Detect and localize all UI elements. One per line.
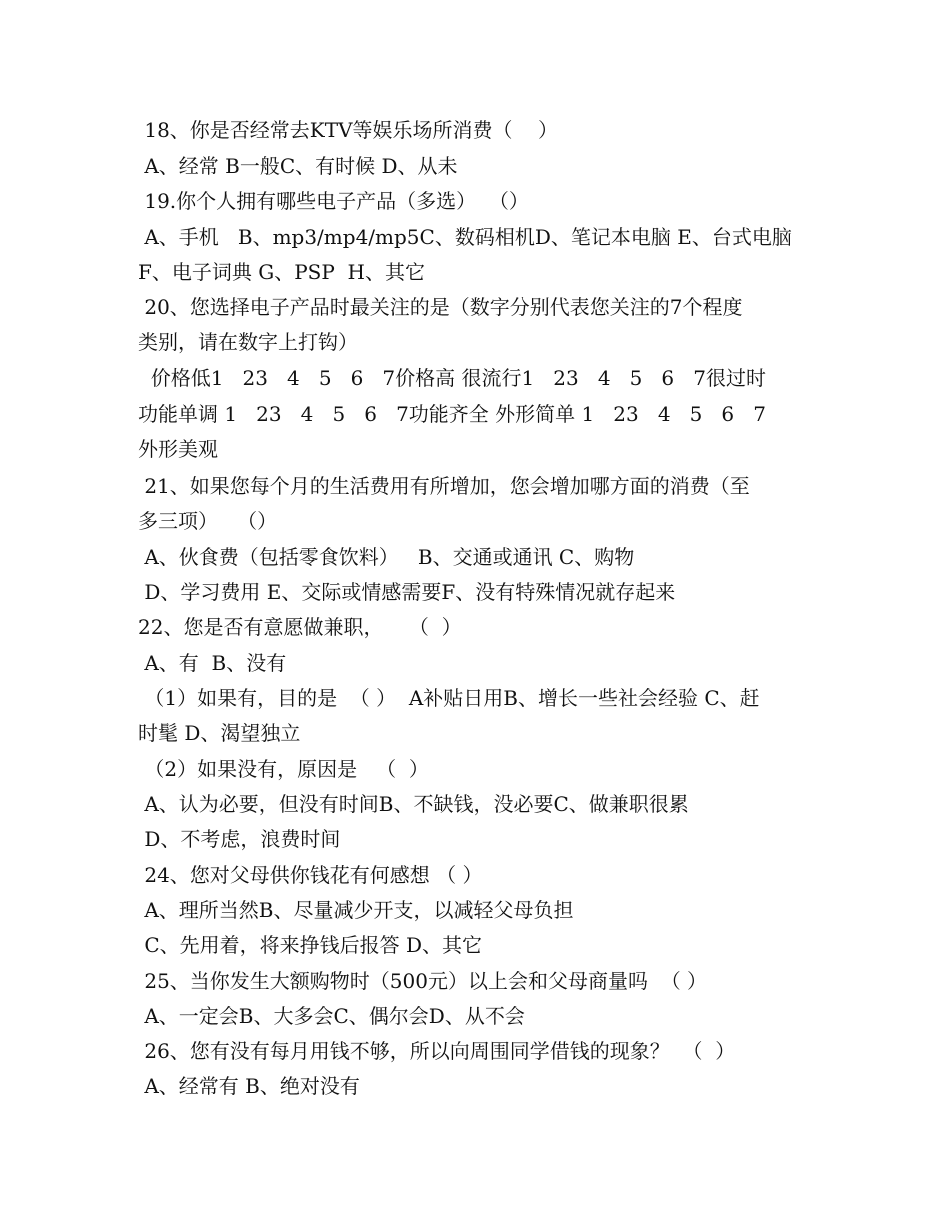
- question-21-options-line-2: D、学习费用 E、交际或情感需要F、没有特殊情况就存起来: [138, 580, 676, 604]
- question-22-sub-1-line-1: （1）如果有，目的是 （ ） A补贴日用B、增长一些社会经验 C、赶: [138, 686, 760, 710]
- question-22: 22、您是否有意愿做兼职， （ ）: [138, 615, 462, 639]
- question-21-options-line-1: A、伙食费（包括零食饮料） B、交通或通讯 C、购物: [138, 545, 635, 569]
- question-21-line-2: 多三项） （）: [138, 509, 278, 533]
- question-22-sub-2: （2）如果没有，原因是 （ ）: [138, 757, 429, 781]
- question-26: 26、您有没有每月用钱不够，所以向周围同学借钱的现象？ （ ）: [138, 1039, 736, 1063]
- rating-scale-line-2: 功能单调 1 23 4 5 6 7功能齐全 外形简单 1 23 4 5 6 7: [138, 402, 766, 426]
- question-25: 25、当你发生大额购物时（500元）以上会和父母商量吗 （ ）: [138, 969, 708, 993]
- question-22-sub-2-options-line-2: D、不考虑，浪费时间: [138, 827, 341, 851]
- question-18: 18、你是否经常去KTV等娱乐场所消费（ ）: [138, 118, 558, 142]
- question-22-sub-2-options-line-1: A、认为必要，但没有时间B、不缺钱，没必要C、做兼职很累: [138, 792, 689, 816]
- question-20-line-2: 类别，请在数字上打钩）: [138, 330, 358, 354]
- question-19-options-line-2: F、电子词典 G、PSP H、其它: [138, 260, 425, 284]
- question-22-options: A、有 B、没有: [138, 651, 287, 675]
- question-26-options: A、经常有 B、绝对没有: [138, 1074, 360, 1098]
- question-21-line-1: 21、如果您每个月的生活费用有所增加，您会增加哪方面的消费（至: [138, 474, 750, 498]
- rating-scale-line-1: 价格低1 23 4 5 6 7价格高 很流行1 23 4 5 6 7很过时: [138, 366, 766, 390]
- question-24-options-line-2: C、先用着，将来挣钱后报答 D、其它: [138, 933, 483, 957]
- question-24-options-line-1: A、理所当然B、尽量减少开支，以减轻父母负担: [138, 898, 574, 922]
- question-20-line-1: 20、您选择电子产品时最关注的是（数字分别代表您关注的7个程度: [138, 295, 743, 319]
- question-19: 19.你个人拥有哪些电子产品（多选） （）: [138, 189, 529, 213]
- question-19-options-line-1: A、手机 B、mp3/mp4/mp5C、数码相机D、笔记本电脑 E、台式电脑: [138, 225, 792, 249]
- question-22-sub-1-line-2: 时髦 D、渴望独立: [138, 721, 301, 745]
- question-25-options: A、一定会B、大多会C、偶尔会D、从不会: [138, 1004, 525, 1028]
- question-18-options: A、经常 B一般C、有时候 D、从未: [138, 154, 458, 178]
- question-24: 24、您对父母供你钱花有何感想 （ ）: [138, 863, 483, 887]
- rating-scale-line-3: 外形美观: [138, 437, 218, 461]
